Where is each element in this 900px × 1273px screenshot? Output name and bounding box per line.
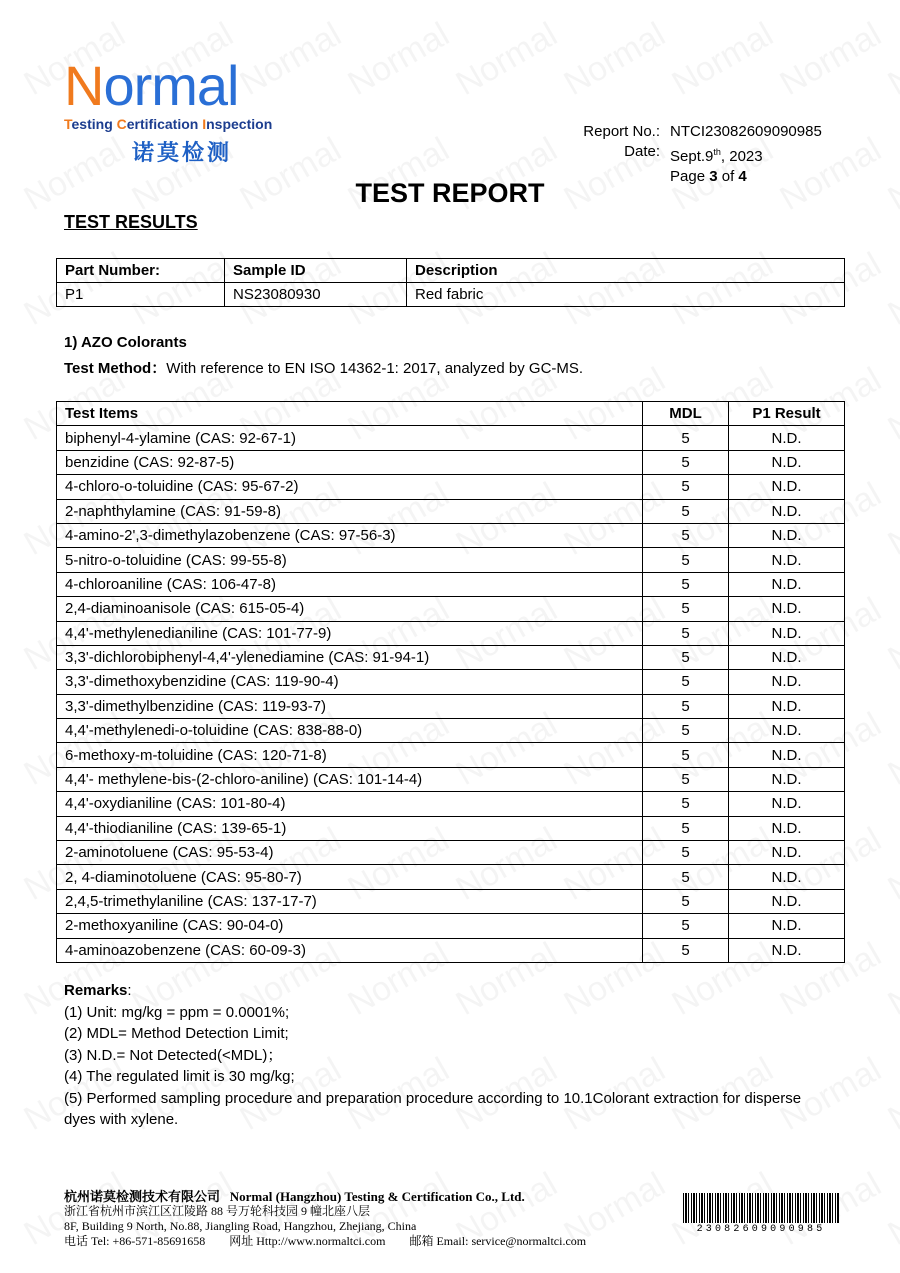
logo-wordmark: Normal: [64, 54, 239, 117]
table-row: [57, 792, 845, 816]
mdl-cell: 5: [643, 645, 729, 669]
remark-line: (4) The regulated limit is 30 mg/kg;: [64, 1068, 295, 1085]
table-row: [57, 719, 845, 743]
mdl-cell: 5: [643, 426, 729, 450]
part-number-cell: P1: [57, 283, 225, 307]
result-cell: N.D.: [729, 816, 845, 840]
test-method: Test Method：With reference to EN ISO 14362-1: 2017, analyzed by GC-MS.: [64, 360, 584, 377]
sample-id-cell: NS23080930: [225, 283, 407, 307]
mdl-cell: 5: [643, 523, 729, 547]
part-table-header-row: [57, 259, 845, 283]
watermark-text: [882, 475, 900, 564]
mdl-cell: 5: [643, 767, 729, 791]
remarks: Remarks: (1) Unit: mg/kg = ppm = 0.0001%; (2) MDL= Method Detection Limit; (3) N.D.= Not Detected(<MDL)； (4) The regulated limit is 30 mg/kg; (5) Performed sampling procedure and preparation procedure according to 10.1Colorant extraction for disperse dyes with xylene.: [64, 980, 804, 1131]
result-cell: N.D.: [729, 841, 845, 865]
result-cell: N.D.: [729, 523, 845, 547]
footer-company: 杭州诺莫检测技术有限公司 Normal (Hangzhou) Testing & Certification Co., Ltd.: [64, 1189, 525, 1204]
watermark-text: [882, 15, 900, 104]
table-row: [57, 889, 845, 913]
watermark-text: [882, 360, 900, 449]
test-item-cell: 2-naphthylamine (CAS: 91-59-8): [57, 499, 643, 523]
test-items-header: Test Items: [57, 402, 643, 426]
table-row: [57, 523, 845, 547]
footer-address-en: 8F, Building 9 North, No.88, Jiangling Road, Hangzhou, Zhejiang, China: [64, 1219, 417, 1233]
table-row: [57, 597, 845, 621]
mdl-cell: 5: [643, 743, 729, 767]
mdl-cell: 5: [643, 719, 729, 743]
test-item-cell: 2, 4-diaminotoluene (CAS: 95-80-7): [57, 865, 643, 889]
items-header-row: [57, 402, 845, 426]
result-cell: N.D.: [729, 865, 845, 889]
test-item-cell: 4,4'- methylene-bis-(2-chloro-aniline) (CAS: 101-14-4): [57, 767, 643, 791]
table-row: [57, 670, 845, 694]
mdl-cell: 5: [643, 865, 729, 889]
watermark-text: [882, 245, 900, 334]
test-item-cell: 3,3'-dimethoxybenzidine (CAS: 119-90-4): [57, 670, 643, 694]
section-title: TEST RESULTS: [64, 212, 198, 232]
remark-line: (3) N.D.= Not Detected(<MDL)；: [64, 1046, 283, 1064]
barcode-bars: [683, 1193, 839, 1223]
report-date: Sept.9th, 2023: [670, 147, 763, 165]
logo-chinese-name: 诺莫检测: [132, 141, 233, 166]
table-row: [57, 548, 845, 572]
mdl-cell: 5: [643, 792, 729, 816]
result-cell: N.D.: [729, 670, 845, 694]
table-row: [57, 865, 845, 889]
test-item-cell: 3,3'-dimethylbenzidine (CAS: 119-93-7): [57, 694, 643, 718]
test-item-cell: 2,4,5-trimethylaniline (CAS: 137-17-7): [57, 889, 643, 913]
company-logo: [64, 54, 314, 167]
test-item-cell: 5-nitro-o-toluidine (CAS: 99-55-8): [57, 548, 643, 572]
mdl-cell: 5: [643, 914, 729, 938]
test-item-cell: 6-methoxy-m-toluidine (CAS: 120-71-8): [57, 743, 643, 767]
watermark-text: [342, 15, 456, 104]
table-row: [57, 767, 845, 791]
table-row: [57, 645, 845, 669]
test-item-cell: 4-chloro-o-toluidine (CAS: 95-67-2): [57, 475, 643, 499]
result-cell: N.D.: [729, 914, 845, 938]
table-row: [57, 450, 845, 474]
table-row: [57, 499, 845, 523]
result-cell: N.D.: [729, 548, 845, 572]
sample-id-header: Sample ID: [225, 259, 407, 283]
mdl-cell: 5: [643, 816, 729, 840]
mdl-cell: 5: [643, 938, 729, 962]
watermark-text: [666, 15, 780, 104]
part-info-table: [56, 258, 845, 307]
test-items-table: [56, 401, 845, 963]
test-item-cell: 4,4'-thiodianiline (CAS: 139-65-1): [57, 816, 643, 840]
logo-tagline: Testing Certification Inspection: [64, 116, 273, 132]
test-item-cell: 4-aminoazobenzene (CAS: 60-09-3): [57, 938, 643, 962]
test-item-cell: 4-chloroaniline (CAS: 106-47-8): [57, 572, 643, 596]
table-row: [57, 841, 845, 865]
mdl-cell: 5: [643, 621, 729, 645]
remark-line: (2) MDL= Method Detection Limit;: [64, 1025, 289, 1042]
page-indicator: Page 3 of 4: [670, 168, 747, 185]
watermark-text: [558, 15, 672, 104]
test-item-cell: 2-aminotoluene (CAS: 95-53-4): [57, 841, 643, 865]
mdl-cell: 5: [643, 889, 729, 913]
result-cell: N.D.: [729, 694, 845, 718]
report-no-label: Report No.:: [583, 123, 660, 140]
mdl-cell: 5: [643, 450, 729, 474]
part-number-header: Part Number:: [57, 259, 225, 283]
watermark-text: [882, 820, 900, 909]
watermark-text: [882, 590, 900, 679]
mdl-cell: 5: [643, 670, 729, 694]
date-label: Date:: [624, 143, 660, 160]
mdl-cell: 5: [643, 548, 729, 572]
result-cell: N.D.: [729, 621, 845, 645]
watermark-text: [882, 705, 900, 794]
azo-heading: 1) AZO Colorants: [64, 334, 187, 351]
result-cell: N.D.: [729, 499, 845, 523]
result-cell: N.D.: [729, 719, 845, 743]
table-row: [57, 572, 845, 596]
result-cell: N.D.: [729, 645, 845, 669]
footer: [64, 1189, 586, 1249]
result-cell: N.D.: [729, 426, 845, 450]
test-item-cell: 4-amino-2',3-dimethylazobenzene (CAS: 97-56-3): [57, 523, 643, 547]
mdl-cell: 5: [643, 572, 729, 596]
table-row: [57, 621, 845, 645]
mdl-header: MDL: [643, 402, 729, 426]
mdl-cell: 5: [643, 475, 729, 499]
report-title: TEST REPORT: [355, 178, 545, 208]
test-item-cell: benzidine (CAS: 92-87-5): [57, 450, 643, 474]
result-cell: N.D.: [729, 475, 845, 499]
table-row: [57, 743, 845, 767]
table-row: [57, 426, 845, 450]
footer-address-cn: 浙江省杭州市滨江区江陵路 88 号万轮科技园 9 幢北座八层: [64, 1204, 371, 1218]
test-item-cell: 2,4-diaminoanisole (CAS: 615-05-4): [57, 597, 643, 621]
table-row: [57, 694, 845, 718]
mdl-cell: 5: [643, 694, 729, 718]
test-item-cell: 4,4'-oxydianiline (CAS: 101-80-4): [57, 792, 643, 816]
mdl-cell: 5: [643, 597, 729, 621]
mdl-cell: 5: [643, 841, 729, 865]
table-row: [57, 475, 845, 499]
watermark-text: [882, 1050, 900, 1139]
description-cell: Red fabric: [407, 283, 845, 307]
table-row: [57, 914, 845, 938]
result-cell: N.D.: [729, 450, 845, 474]
watermark-text: [450, 15, 564, 104]
result-cell: N.D.: [729, 597, 845, 621]
watermark-text: [882, 935, 900, 1024]
result-cell: N.D.: [729, 792, 845, 816]
description-header: Description: [407, 259, 845, 283]
result-cell: N.D.: [729, 938, 845, 962]
watermark-text: [882, 1165, 900, 1254]
watermark-text: [774, 15, 888, 104]
table-row: [57, 816, 845, 840]
table-row: [57, 938, 845, 962]
barcode: [683, 1193, 839, 1235]
test-item-cell: biphenyl-4-ylamine (CAS: 92-67-1): [57, 426, 643, 450]
result-cell: N.D.: [729, 889, 845, 913]
test-item-cell: 4,4'-methylenedi-o-toluidine (CAS: 838-88-0): [57, 719, 643, 743]
barcode-number: 23082609090985: [696, 1224, 826, 1235]
remarks-title: Remarks: [64, 982, 128, 999]
report-no: NTCI23082609090985: [670, 123, 822, 140]
p1-result-header: P1 Result: [729, 402, 845, 426]
remark-line: (1) Unit: mg/kg = ppm = 0.0001%;: [64, 1003, 290, 1021]
test-item-cell: 3,3'-dichlorobiphenyl-4,4'-ylenediamine (CAS: 91-94-1): [57, 645, 643, 669]
footer-contact: 电话 Tel: +86-571-85691658 网址 Http://www.normaltci.com 邮箱 Email: service@normaltci.com: [64, 1234, 587, 1248]
result-cell: N.D.: [729, 767, 845, 791]
remark-line: (5) Performed sampling procedure and preparation procedure according to 10.1Colorant extraction for disperse dyes with xylene.: [64, 1089, 802, 1128]
part-table-row: [57, 283, 845, 307]
test-item-cell: 4,4'-methylenedianiline (CAS: 101-77-9): [57, 621, 643, 645]
result-cell: N.D.: [729, 572, 845, 596]
test-item-cell: 2-methoxyaniline (CAS: 90-04-0): [57, 914, 643, 938]
result-cell: N.D.: [729, 743, 845, 767]
mdl-cell: 5: [643, 499, 729, 523]
